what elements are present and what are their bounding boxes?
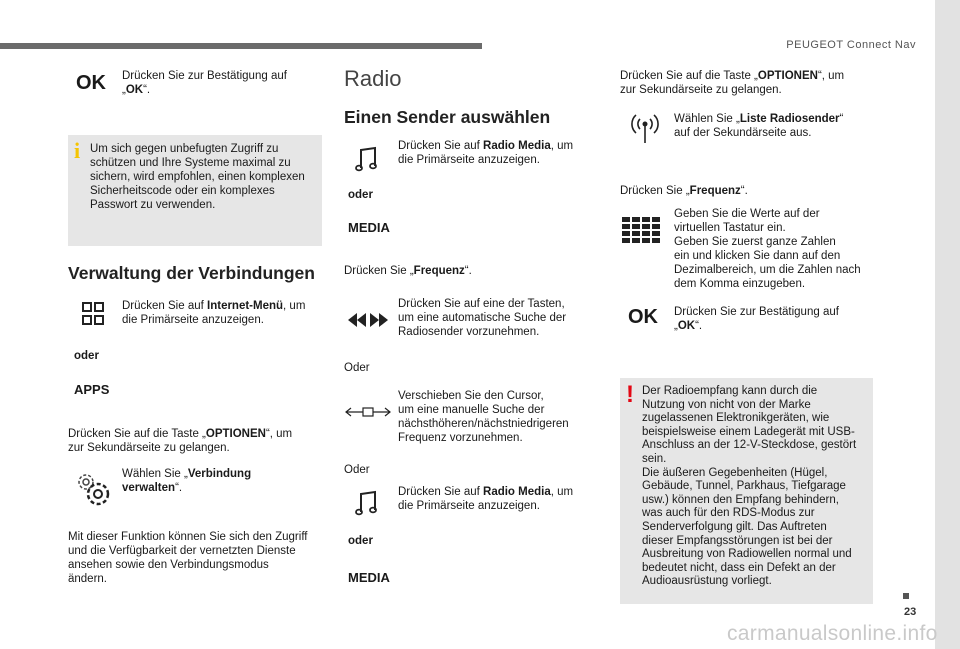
apps-button-label: APPS — [74, 382, 110, 397]
oder-separator-1: Oder — [344, 362, 370, 374]
continue-marker — [903, 593, 909, 599]
media-button-label: MEDIA — [348, 220, 390, 235]
options-instruction-right: Drücken Sie auf die Taste „OPTIONEN“, um zur Sekundärseite zu gelangen. — [620, 70, 845, 96]
music-note-icon — [355, 490, 379, 518]
security-info-text: Um sich gegen unbefugten Zugriff zu schützen und Ihre Systeme maximal zu sichern, wird empfohlen, einen komplexen Sicherheitscode oder ein komplexes Passwort zu verwenden. — [90, 143, 305, 211]
media-button-label-2: MEDIA — [348, 570, 390, 585]
radio-media-instruction-1: Drücken Sie auf Radio Media, um die Primärseite anzuzeigen. — [398, 140, 574, 166]
station-list-instruction: Wählen Sie „Liste Radiosender“ auf der Sekundärseite aus. — [674, 113, 844, 139]
internet-menu-instruction: Drücken Sie auf Internet-Menü, um die Primärseite anzuzeigen. — [122, 300, 306, 326]
frequency-instruction: Drücken Sie „Frequenz“. — [344, 265, 472, 277]
manual-search-instruction: Verschieben Sie den Cursor, um eine manuelle Suche der nächsthöheren/nächstniedrigeren Frequenz vorzunehmen. — [398, 390, 569, 444]
grid-icon — [82, 302, 104, 326]
keypad-icon — [622, 217, 662, 243]
connections-heading: Verwaltung der Verbindungen — [68, 263, 315, 283]
function-description: Mit dieser Funktion können Sie sich den Zugriff und die Verfügbarkeit der vernetzten Dienste ansehen sowie den Verbindungsmodus ändern. — [68, 531, 308, 585]
auto-search-instruction: Drücken Sie auf eine der Tasten, um eine automatische Suche der Radiosender vorzunehmen. — [398, 298, 567, 338]
radio-antenna-icon — [630, 112, 660, 144]
reception-warning-text: Der Radioempfang kann durch die Nutzung von nicht von der Marke zugelassenen Elektronikgeräten, wie beispielsweise einem Ladegerät mit USB- Anschluss an der 12-V-Steckdose, gestört sein. Die äußeren Gegebenheiten (Hügel, Gebäude, Tunnel, Parkhaus, Tiefgarage usw.) können den Empfang behindern, was auch für den RDS-Modus zur Senderverfolgung gilt. Das Auftreten dieser Empfangsstörungen ist bei der Ausbreitung von Radiowellen normal und bedeutet nicht, dass ein Defekt an der Audioausrüstung vorliegt. — [642, 385, 857, 588]
seek-arrows-icon — [347, 312, 389, 328]
info-icon: i — [74, 138, 81, 163]
ok-instruction: Drücken Sie zur Bestätigung auf „OK“. — [122, 70, 287, 96]
frequency-instruction-right: Drücken Sie „Frequenz“. — [620, 185, 748, 197]
warning-icon: ! — [626, 381, 634, 408]
section-title: Radio — [344, 66, 402, 91]
settings-gears-icon — [74, 470, 112, 508]
reception-warning-box — [620, 378, 873, 604]
ok-icon: OK — [628, 306, 658, 328]
brand-header: PEUGEOT Connect Nav — [786, 39, 916, 51]
oder-label-3: oder — [348, 535, 373, 547]
watermark: carmanualsonline.info — [727, 622, 938, 645]
oder-label: oder — [74, 350, 99, 362]
security-info-box — [68, 135, 322, 246]
page-edge-tab — [935, 0, 960, 649]
page-number: 23 — [904, 606, 917, 618]
oder-separator-2: Oder — [344, 464, 370, 476]
manage-connection-instruction: Wählen Sie „Verbindung verwalten“. — [122, 468, 252, 494]
keyboard-instruction: Geben Sie die Werte auf der virtuellen Tastatur ein. Geben Sie zuerst ganze Zahlen ein und klicken Sie dann auf den Dezimalbereich, um die Zahlen nach dem Komma einzugeben. — [674, 208, 861, 290]
ok-instruction-right: Drücken Sie zur Bestätigung auf „OK“. — [674, 306, 839, 332]
ok-icon: OK — [76, 72, 106, 94]
oder-label-2: oder — [348, 189, 373, 201]
music-note-icon — [355, 146, 379, 174]
station-heading: Einen Sender auswählen — [344, 107, 551, 127]
options-instruction: Drücken Sie auf die Taste „OPTIONEN“, um zur Sekundärseite zu gelangen. — [68, 428, 293, 454]
radio-media-instruction-2: Drücken Sie auf Radio Media, um die Primärseite anzuzeigen. — [398, 486, 574, 512]
header-rule — [0, 43, 482, 49]
slider-icon — [344, 405, 392, 419]
